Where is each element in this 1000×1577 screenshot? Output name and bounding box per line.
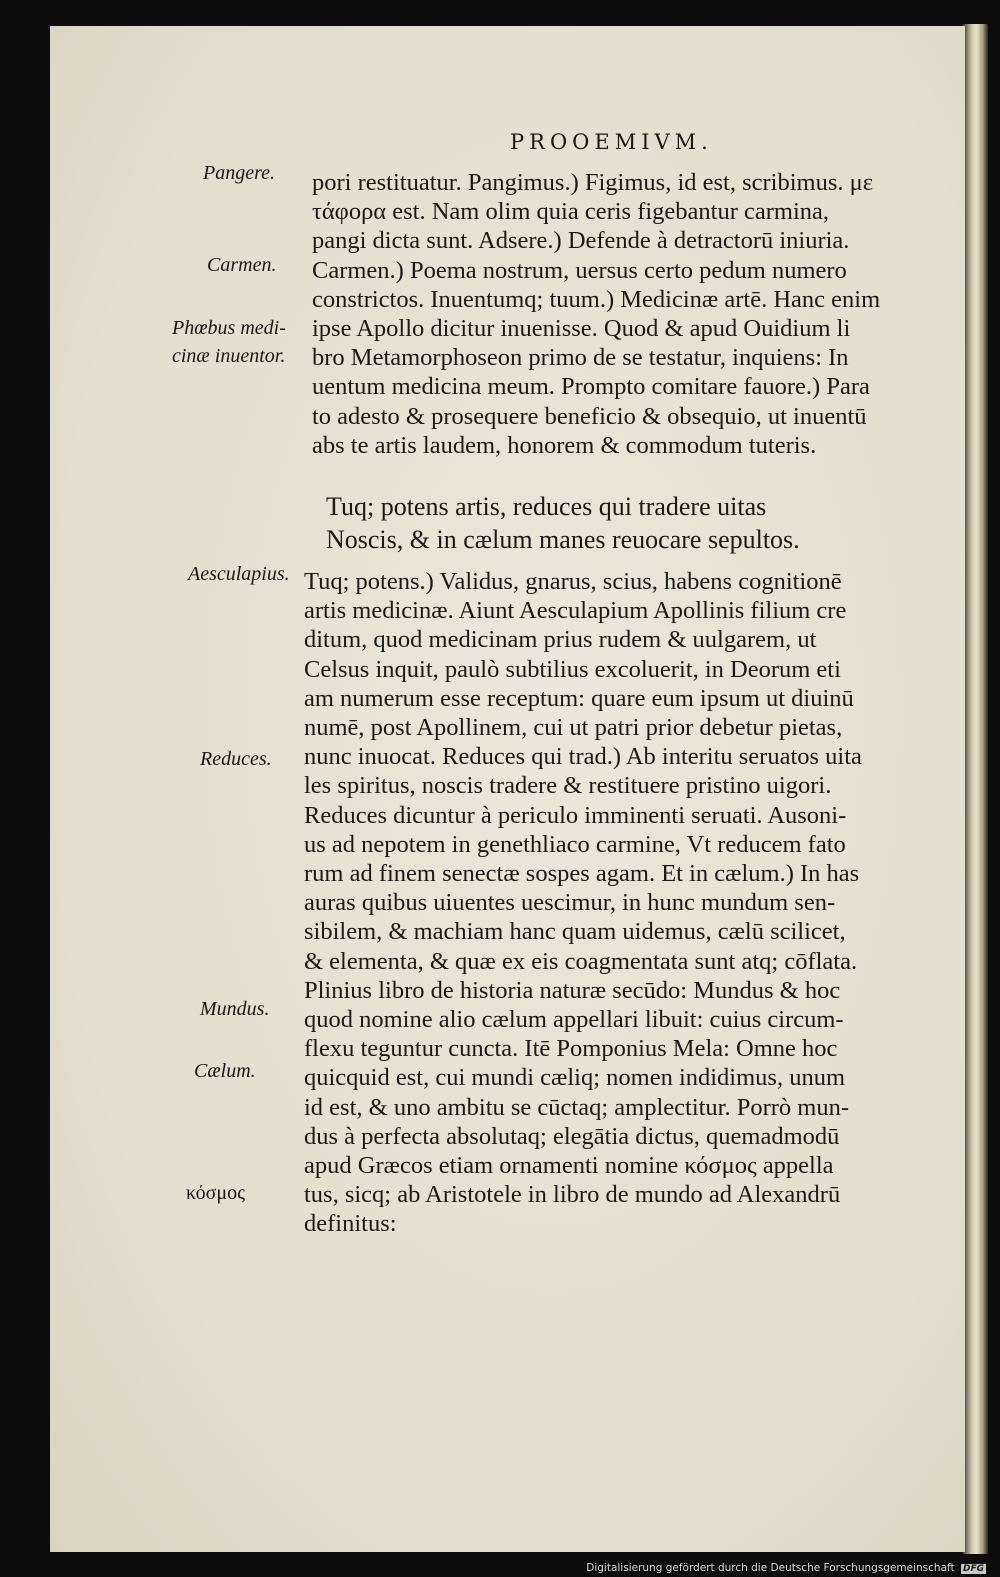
dfg-logo-icon: DFG (962, 1564, 984, 1574)
text-line: us ad nepotem in genethliaco carmine, Vt reducem fato (304, 830, 846, 858)
paragraph-commentary-1 (312, 168, 948, 460)
text-line: dus à perfecta absolutaq; elegātia dictus, quemadmodū (304, 1122, 840, 1150)
text-line: artis medicinæ. Aiunt Aesculapium Apollinis filium cre (304, 597, 847, 625)
book-spine-edge (962, 24, 988, 1554)
marginal-note-pangere: Pangere. (203, 162, 276, 184)
marginal-note-carmen: Carmen. (207, 254, 277, 276)
text-line: nunc inuocat. Reduces qui trad.) Ab interitu seruatos uita (304, 743, 862, 771)
text-line: quod nomine alio cælum appellari libuit: cuius circum- (304, 1006, 844, 1034)
text-line: ipse Apollo dicitur inuenisse. Quod & apud Ouidium li (312, 315, 851, 343)
text-line: apud Græcos etiam ornamenti nomine κόσμος appella (304, 1152, 834, 1180)
marginal-note-reduces: Reduces. (200, 748, 272, 770)
text-line: sibilem, & machiam hanc quam uidemus, cælū scilicet, (304, 918, 846, 946)
text-line: id est, & uno ambitu se cūctaq; amplectitur. Porrò mun- (304, 1093, 850, 1121)
text-line: uentum medicina meum. Prompto comitare fauore.) Para (312, 373, 870, 401)
text-line: auras quibus uiuentes uescimur, in hunc mundum sen- (304, 889, 836, 917)
verse-line: Tuq; potens artis, reduces qui tradere uitas (326, 492, 767, 521)
text-line: flexu teguntur cuncta. Itē Pomponius Mela: Omne hoc (304, 1035, 838, 1063)
text-line: abs te artis laudem, honorem & commodum tuteris. (312, 431, 817, 459)
verse-quotation (326, 490, 946, 556)
verse-line: Noscis, & in cælum manes reuocare sepultos. (326, 525, 800, 554)
text-line: les spiritus, noscis tradere & restituere pristino uigori. (304, 772, 832, 800)
paragraph-commentary-2 (304, 567, 948, 1239)
text-line: rum ad finem senectæ sospes agam. Et in cælum.) In has (304, 860, 860, 888)
text-line: Reduces dicuntur à periculo imminenti seruati. Ausoni- (304, 801, 847, 829)
text-line: pori restituatur. Pangimus.) Figimus, id est, scribimus. με (312, 169, 874, 196)
text-line: Plinius libro de historia naturæ secūdo: Mundus & hoc (304, 976, 841, 1004)
text-line: ditum, quod medicinam prius rudem & uulgarem, ut (304, 626, 817, 654)
credit-text: Digitalisierung gefördert durch die Deutsche Forschungsgemeinschaft (586, 1562, 955, 1574)
marginal-note-kosmos: κόσμος (186, 1182, 246, 1204)
text-line: to adesto & prosequere beneficio & obsequio, ut inuentū (312, 402, 867, 430)
text-line-catchword: definitus: (304, 1210, 397, 1238)
text-line: am numerum esse receptum: quare eum ipsum ut diuinū (304, 684, 854, 712)
marginal-note-phoebus-2: cinæ inuentor. (172, 345, 286, 367)
text-line: numē, post Apollinem, cui ut patri prior debetur pietas, (304, 714, 843, 742)
text-line: quicquid est, cui mundi cæliq; nomen indidimus, unum (304, 1064, 846, 1092)
marginal-note-mundus: Mundus. (200, 998, 270, 1020)
text-line: constrictos. Inuentumq; tuum.) Medicinæ artē. Hanc enim (312, 285, 881, 313)
text-line: τάφορα est. Nam olim quia ceris figebantur carmina, (312, 198, 830, 226)
text-line: pangi dicta sunt. Adsere.) Defende à detractorū iniuria. (312, 227, 850, 255)
marginal-note-phoebus-1: Phœbus medi- (172, 317, 286, 339)
text-line: & elementa, & quæ ex eis coagmentata sunt atq; cōflata. (304, 947, 858, 975)
text-line: Celsus inquit, paulò subtilius excoluerit, in Deorum eti (304, 655, 841, 683)
text-line: tus, sicq; ab Aristotele in libro de mundo ad Alexandrū (304, 1181, 841, 1209)
text-line: Carmen.) Poema nostrum, uersus certo pedum numero (312, 256, 847, 284)
marginal-note-caelum: Cælum. (194, 1060, 256, 1082)
text-line: bro Metamorphoseon primo de se testatur, inquiens: In (312, 344, 849, 372)
digitization-credit (586, 1562, 986, 1574)
text-line: Tuq; potens.) Validus, gnarus, scius, habens cognitionē (304, 568, 842, 595)
marginal-note-aesculapius: Aesculapius. (188, 563, 290, 585)
running-head: PROOEMIVM. (510, 130, 713, 154)
